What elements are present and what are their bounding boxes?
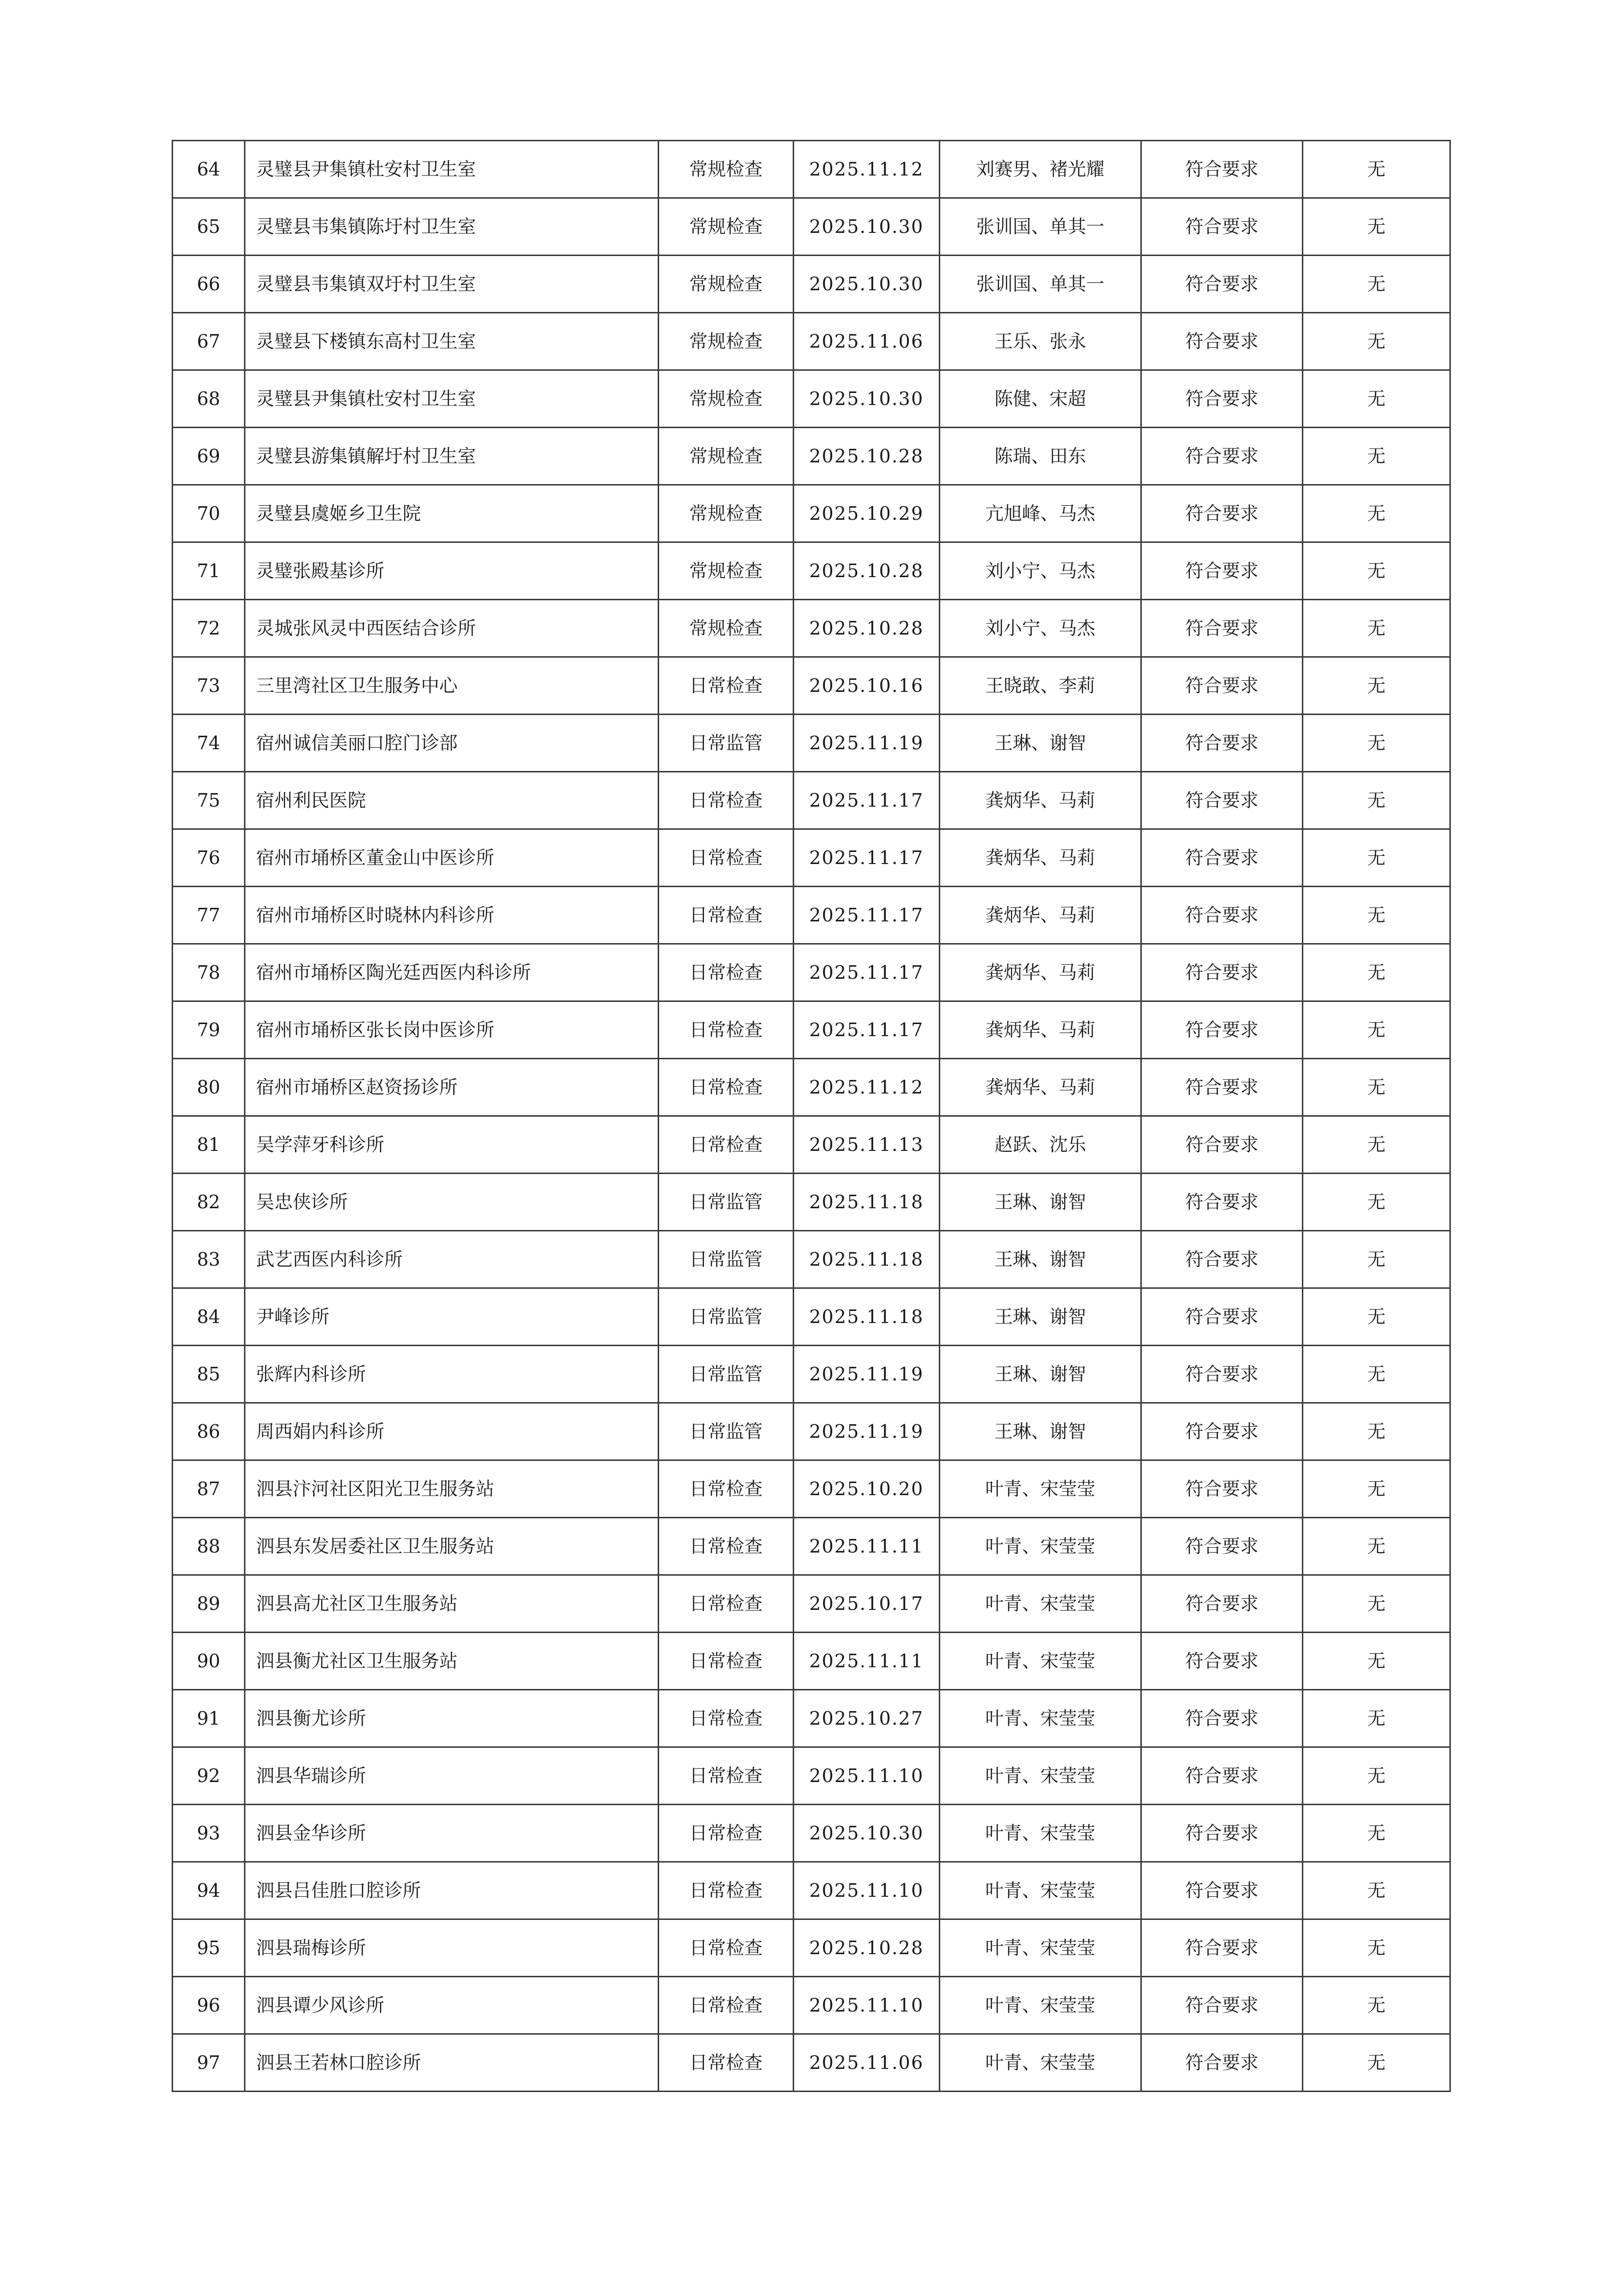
issues-cell: 无 <box>1303 887 1450 944</box>
row-number-cell: 71 <box>173 542 245 600</box>
institution-name-cell: 泗县谭少风诊所 <box>245 1977 659 2034</box>
table-row <box>173 256 1450 313</box>
institution-name-cell: 灵璧张殿基诊所 <box>245 542 659 600</box>
table-row <box>173 1116 1450 1174</box>
issues-cell: 无 <box>1303 1460 1450 1518</box>
issues-cell: 无 <box>1303 1805 1450 1862</box>
row-number-cell: 84 <box>173 1288 245 1346</box>
inspection-type-cell: 日常检查 <box>659 1460 794 1518</box>
result-cell: 符合要求 <box>1141 256 1303 313</box>
inspection-type-cell: 日常检查 <box>659 1690 794 1747</box>
institution-name-cell: 宿州市埇桥区赵资扬诊所 <box>245 1059 659 1116</box>
inspectors-cell: 刘赛男、褚光耀 <box>940 141 1141 198</box>
inspectors-cell: 叶青、宋莹莹 <box>940 2034 1141 2092</box>
row-number-cell: 93 <box>173 1805 245 1862</box>
row-number-cell: 70 <box>173 485 245 542</box>
institution-name-cell: 宿州市埇桥区陶光廷西医内科诊所 <box>245 944 659 1001</box>
inspection-date-cell: 2025.11.18 <box>794 1288 940 1346</box>
issues-cell: 无 <box>1303 1001 1450 1059</box>
inspection-date-cell: 2025.10.30 <box>794 198 940 256</box>
result-cell: 符合要求 <box>1141 657 1303 715</box>
issues-cell: 无 <box>1303 1059 1450 1116</box>
issues-cell: 无 <box>1303 1518 1450 1575</box>
inspectors-cell: 王琳、谢智 <box>940 715 1141 772</box>
inspectors-cell: 刘小宁、马杰 <box>940 542 1141 600</box>
inspection-date-cell: 2025.10.28 <box>794 600 940 657</box>
row-number-cell: 96 <box>173 1977 245 2034</box>
institution-name-cell: 宿州利民医院 <box>245 772 659 829</box>
inspection-date-cell: 2025.11.06 <box>794 313 940 370</box>
inspectors-cell: 张训国、单其一 <box>940 256 1141 313</box>
inspection-type-cell: 常规检查 <box>659 485 794 542</box>
institution-name-cell: 泗县汴河社区阳光卫生服务站 <box>245 1460 659 1518</box>
issues-cell: 无 <box>1303 1747 1450 1805</box>
result-cell: 符合要求 <box>1141 944 1303 1001</box>
issues-cell: 无 <box>1303 1633 1450 1690</box>
issues-cell: 无 <box>1303 2034 1450 2092</box>
result-cell: 符合要求 <box>1141 772 1303 829</box>
row-number-cell: 78 <box>173 944 245 1001</box>
institution-name-cell: 泗县瑞梅诊所 <box>245 1919 659 1977</box>
inspectors-cell: 叶青、宋莹莹 <box>940 1862 1141 1919</box>
row-number-cell: 74 <box>173 715 245 772</box>
inspection-date-cell: 2025.11.12 <box>794 141 940 198</box>
table-row <box>173 944 1450 1001</box>
institution-name-cell: 宿州市埇桥区张长岗中医诊所 <box>245 1001 659 1059</box>
issues-cell: 无 <box>1303 1575 1450 1633</box>
table-row <box>173 772 1450 829</box>
inspection-date-cell: 2025.11.19 <box>794 715 940 772</box>
inspection-date-cell: 2025.11.10 <box>794 1977 940 2034</box>
table-row <box>173 1862 1450 1919</box>
table-row <box>173 1690 1450 1747</box>
inspection-type-cell: 日常监管 <box>659 1231 794 1288</box>
institution-name-cell: 泗县王若林口腔诊所 <box>245 2034 659 2092</box>
institution-name-cell: 灵璧县下楼镇东高村卫生室 <box>245 313 659 370</box>
inspection-date-cell: 2025.10.27 <box>794 1690 940 1747</box>
institution-name-cell: 张辉内科诊所 <box>245 1346 659 1403</box>
result-cell: 符合要求 <box>1141 141 1303 198</box>
table-row <box>173 1518 1450 1575</box>
inspection-type-cell: 常规检查 <box>659 141 794 198</box>
inspection-type-cell: 日常检查 <box>659 1747 794 1805</box>
institution-name-cell: 吴学萍牙科诊所 <box>245 1116 659 1174</box>
result-cell: 符合要求 <box>1141 1403 1303 1460</box>
inspection-type-cell: 常规检查 <box>659 256 794 313</box>
inspection-date-cell: 2025.11.19 <box>794 1403 940 1460</box>
inspection-type-cell: 日常检查 <box>659 657 794 715</box>
result-cell: 符合要求 <box>1141 1690 1303 1747</box>
institution-name-cell: 灵璧县韦集镇陈圩村卫生室 <box>245 198 659 256</box>
inspectors-cell: 叶青、宋莹莹 <box>940 1518 1141 1575</box>
table-row <box>173 141 1450 198</box>
inspection-type-cell: 日常检查 <box>659 1001 794 1059</box>
institution-name-cell: 吴忠侠诊所 <box>245 1174 659 1231</box>
inspectors-cell: 王晓敢、李莉 <box>940 657 1141 715</box>
table-row <box>173 428 1450 485</box>
institution-name-cell: 三里湾社区卫生服务中心 <box>245 657 659 715</box>
result-cell: 符合要求 <box>1141 1805 1303 1862</box>
table-row <box>173 313 1450 370</box>
inspectors-cell: 陈瑞、田东 <box>940 428 1141 485</box>
institution-name-cell: 泗县吕佳胜口腔诊所 <box>245 1862 659 1919</box>
row-number-cell: 89 <box>173 1575 245 1633</box>
row-number-cell: 64 <box>173 141 245 198</box>
inspection-date-cell: 2025.11.12 <box>794 1059 940 1116</box>
table-row <box>173 600 1450 657</box>
inspection-date-cell: 2025.11.10 <box>794 1747 940 1805</box>
table-body <box>173 141 1450 2092</box>
inspection-type-cell: 常规检查 <box>659 313 794 370</box>
row-number-cell: 82 <box>173 1174 245 1231</box>
inspectors-cell: 叶青、宋莹莹 <box>940 1977 1141 2034</box>
result-cell: 符合要求 <box>1141 1575 1303 1633</box>
institution-name-cell: 宿州市埇桥区董金山中医诊所 <box>245 829 659 887</box>
issues-cell: 无 <box>1303 370 1450 428</box>
inspection-date-cell: 2025.10.20 <box>794 1460 940 1518</box>
inspection-date-cell: 2025.10.28 <box>794 542 940 600</box>
issues-cell: 无 <box>1303 313 1450 370</box>
row-number-cell: 83 <box>173 1231 245 1288</box>
result-cell: 符合要求 <box>1141 198 1303 256</box>
result-cell: 符合要求 <box>1141 1518 1303 1575</box>
table-row <box>173 657 1450 715</box>
row-number-cell: 76 <box>173 829 245 887</box>
inspectors-cell: 亢旭峰、马杰 <box>940 485 1141 542</box>
result-cell: 符合要求 <box>1141 1116 1303 1174</box>
table-row <box>173 1059 1450 1116</box>
table-row <box>173 1346 1450 1403</box>
result-cell: 符合要求 <box>1141 2034 1303 2092</box>
result-cell: 符合要求 <box>1141 1346 1303 1403</box>
row-number-cell: 65 <box>173 198 245 256</box>
issues-cell: 无 <box>1303 1919 1450 1977</box>
inspection-type-cell: 日常检查 <box>659 1977 794 2034</box>
inspection-type-cell: 常规检查 <box>659 198 794 256</box>
table-row <box>173 1403 1450 1460</box>
inspection-date-cell: 2025.10.29 <box>794 485 940 542</box>
row-number-cell: 94 <box>173 1862 245 1919</box>
inspectors-cell: 叶青、宋莹莹 <box>940 1690 1141 1747</box>
result-cell: 符合要求 <box>1141 1862 1303 1919</box>
result-cell: 符合要求 <box>1141 1460 1303 1518</box>
row-number-cell: 77 <box>173 887 245 944</box>
inspection-type-cell: 日常监管 <box>659 1288 794 1346</box>
issues-cell: 无 <box>1303 1690 1450 1747</box>
table-row <box>173 1919 1450 1977</box>
inspection-type-cell: 日常检查 <box>659 2034 794 2092</box>
row-number-cell: 73 <box>173 657 245 715</box>
inspection-date-cell: 2025.10.17 <box>794 1575 940 1633</box>
issues-cell: 无 <box>1303 772 1450 829</box>
inspectors-cell: 陈健、宋超 <box>940 370 1141 428</box>
result-cell: 符合要求 <box>1141 1059 1303 1116</box>
inspection-date-cell: 2025.10.16 <box>794 657 940 715</box>
institution-name-cell: 泗县高尤社区卫生服务站 <box>245 1575 659 1633</box>
inspection-type-cell: 日常检查 <box>659 1633 794 1690</box>
result-cell: 符合要求 <box>1141 313 1303 370</box>
issues-cell: 无 <box>1303 657 1450 715</box>
inspection-type-cell: 日常监管 <box>659 1174 794 1231</box>
result-cell: 符合要求 <box>1141 1001 1303 1059</box>
row-number-cell: 72 <box>173 600 245 657</box>
institution-name-cell: 宿州诚信美丽口腔门诊部 <box>245 715 659 772</box>
institution-name-cell: 泗县华瑞诊所 <box>245 1747 659 1805</box>
institution-name-cell: 灵璧县尹集镇杜安村卫生室 <box>245 141 659 198</box>
table-row <box>173 715 1450 772</box>
row-number-cell: 86 <box>173 1403 245 1460</box>
result-cell: 符合要求 <box>1141 829 1303 887</box>
inspection-date-cell: 2025.11.18 <box>794 1174 940 1231</box>
inspectors-cell: 赵跃、沈乐 <box>940 1116 1141 1174</box>
row-number-cell: 91 <box>173 1690 245 1747</box>
inspection-date-cell: 2025.11.17 <box>794 1001 940 1059</box>
issues-cell: 无 <box>1303 1288 1450 1346</box>
institution-name-cell: 尹峰诊所 <box>245 1288 659 1346</box>
inspection-type-cell: 日常检查 <box>659 1862 794 1919</box>
issues-cell: 无 <box>1303 428 1450 485</box>
table-row <box>173 887 1450 944</box>
inspection-date-cell: 2025.11.13 <box>794 1116 940 1174</box>
inspection-date-cell: 2025.11.11 <box>794 1518 940 1575</box>
table-row <box>173 1460 1450 1518</box>
inspection-date-cell: 2025.11.18 <box>794 1231 940 1288</box>
inspection-type-cell: 常规检查 <box>659 600 794 657</box>
table-row <box>173 2034 1450 2092</box>
row-number-cell: 66 <box>173 256 245 313</box>
row-number-cell: 92 <box>173 1747 245 1805</box>
table-row <box>173 1231 1450 1288</box>
row-number-cell: 67 <box>173 313 245 370</box>
inspection-type-cell: 常规检查 <box>659 542 794 600</box>
inspectors-cell: 王琳、谢智 <box>940 1174 1141 1231</box>
result-cell: 符合要求 <box>1141 715 1303 772</box>
result-cell: 符合要求 <box>1141 485 1303 542</box>
issues-cell: 无 <box>1303 600 1450 657</box>
inspectors-cell: 王琳、谢智 <box>940 1403 1141 1460</box>
inspection-records-table <box>172 140 1451 2092</box>
row-number-cell: 90 <box>173 1633 245 1690</box>
issues-cell: 无 <box>1303 1231 1450 1288</box>
row-number-cell: 85 <box>173 1346 245 1403</box>
inspectors-cell: 龚炳华、马莉 <box>940 1001 1141 1059</box>
inspectors-cell: 龚炳华、马莉 <box>940 772 1141 829</box>
inspectors-cell: 龚炳华、马莉 <box>940 944 1141 1001</box>
inspectors-cell: 刘小宁、马杰 <box>940 600 1141 657</box>
inspection-date-cell: 2025.10.28 <box>794 428 940 485</box>
row-number-cell: 75 <box>173 772 245 829</box>
inspection-type-cell: 日常检查 <box>659 772 794 829</box>
result-cell: 符合要求 <box>1141 887 1303 944</box>
row-number-cell: 97 <box>173 2034 245 2092</box>
result-cell: 符合要求 <box>1141 1288 1303 1346</box>
inspectors-cell: 叶青、宋莹莹 <box>940 1805 1141 1862</box>
inspection-type-cell: 日常检查 <box>659 1518 794 1575</box>
issues-cell: 无 <box>1303 198 1450 256</box>
institution-name-cell: 灵璧县尹集镇杜安村卫生室 <box>245 370 659 428</box>
inspection-type-cell: 日常检查 <box>659 1919 794 1977</box>
inspection-type-cell: 日常检查 <box>659 1116 794 1174</box>
inspection-date-cell: 2025.11.19 <box>794 1346 940 1403</box>
inspection-type-cell: 日常监管 <box>659 1346 794 1403</box>
inspection-type-cell: 日常检查 <box>659 887 794 944</box>
inspectors-cell: 叶青、宋莹莹 <box>940 1633 1141 1690</box>
issues-cell: 无 <box>1303 829 1450 887</box>
issues-cell: 无 <box>1303 1174 1450 1231</box>
issues-cell: 无 <box>1303 1346 1450 1403</box>
result-cell: 符合要求 <box>1141 600 1303 657</box>
table-row <box>173 1001 1450 1059</box>
inspection-type-cell: 日常监管 <box>659 1403 794 1460</box>
inspectors-cell: 王乐、张永 <box>940 313 1141 370</box>
inspectors-cell: 叶青、宋莹莹 <box>940 1919 1141 1977</box>
inspection-date-cell: 2025.11.10 <box>794 1862 940 1919</box>
result-cell: 符合要求 <box>1141 1919 1303 1977</box>
inspectors-cell: 叶青、宋莹莹 <box>940 1575 1141 1633</box>
result-cell: 符合要求 <box>1141 1633 1303 1690</box>
inspectors-cell: 张训国、单其一 <box>940 198 1141 256</box>
inspectors-cell: 王琳、谢智 <box>940 1346 1141 1403</box>
inspection-type-cell: 日常检查 <box>659 944 794 1001</box>
institution-name-cell: 泗县衡尤诊所 <box>245 1690 659 1747</box>
institution-name-cell: 周西娟内科诊所 <box>245 1403 659 1460</box>
table-row <box>173 1174 1450 1231</box>
institution-name-cell: 灵城张风灵中西医结合诊所 <box>245 600 659 657</box>
table-row <box>173 829 1450 887</box>
row-number-cell: 95 <box>173 1919 245 1977</box>
row-number-cell: 68 <box>173 370 245 428</box>
inspectors-cell: 龚炳华、马莉 <box>940 887 1141 944</box>
issues-cell: 无 <box>1303 1403 1450 1460</box>
row-number-cell: 80 <box>173 1059 245 1116</box>
inspectors-cell: 王琳、谢智 <box>940 1288 1141 1346</box>
inspection-date-cell: 2025.11.17 <box>794 772 940 829</box>
inspection-date-cell: 2025.10.28 <box>794 1919 940 1977</box>
result-cell: 符合要求 <box>1141 1231 1303 1288</box>
inspection-type-cell: 日常检查 <box>659 1059 794 1116</box>
row-number-cell: 88 <box>173 1518 245 1575</box>
issues-cell: 无 <box>1303 944 1450 1001</box>
issues-cell: 无 <box>1303 256 1450 313</box>
table-row <box>173 485 1450 542</box>
institution-name-cell: 武艺西医内科诊所 <box>245 1231 659 1288</box>
issues-cell: 无 <box>1303 1862 1450 1919</box>
inspection-date-cell: 2025.10.30 <box>794 256 940 313</box>
table-row <box>173 1977 1450 2034</box>
inspectors-cell: 叶青、宋莹莹 <box>940 1747 1141 1805</box>
inspection-type-cell: 日常检查 <box>659 1805 794 1862</box>
issues-cell: 无 <box>1303 141 1450 198</box>
row-number-cell: 69 <box>173 428 245 485</box>
inspection-date-cell: 2025.11.17 <box>794 887 940 944</box>
result-cell: 符合要求 <box>1141 542 1303 600</box>
table-row <box>173 1575 1450 1633</box>
inspection-type-cell: 日常监管 <box>659 715 794 772</box>
inspection-type-cell: 日常检查 <box>659 829 794 887</box>
issues-cell: 无 <box>1303 1116 1450 1174</box>
inspection-type-cell: 常规检查 <box>659 370 794 428</box>
inspectors-cell: 叶青、宋莹莹 <box>940 1460 1141 1518</box>
issues-cell: 无 <box>1303 542 1450 600</box>
result-cell: 符合要求 <box>1141 428 1303 485</box>
table-row <box>173 1288 1450 1346</box>
inspectors-cell: 王琳、谢智 <box>940 1231 1141 1288</box>
institution-name-cell: 泗县衡尤社区卫生服务站 <box>245 1633 659 1690</box>
result-cell: 符合要求 <box>1141 1174 1303 1231</box>
inspectors-cell: 龚炳华、马莉 <box>940 829 1141 887</box>
inspection-date-cell: 2025.11.06 <box>794 2034 940 2092</box>
row-number-cell: 81 <box>173 1116 245 1174</box>
inspection-type-cell: 常规检查 <box>659 428 794 485</box>
row-number-cell: 79 <box>173 1001 245 1059</box>
issues-cell: 无 <box>1303 1977 1450 2034</box>
row-number-cell: 87 <box>173 1460 245 1518</box>
table-row <box>173 1633 1450 1690</box>
inspection-date-cell: 2025.11.11 <box>794 1633 940 1690</box>
table-row <box>173 542 1450 600</box>
institution-name-cell: 泗县东发居委社区卫生服务站 <box>245 1518 659 1575</box>
result-cell: 符合要求 <box>1141 370 1303 428</box>
inspection-date-cell: 2025.11.17 <box>794 829 940 887</box>
inspection-date-cell: 2025.11.17 <box>794 944 940 1001</box>
table-row <box>173 1747 1450 1805</box>
inspection-date-cell: 2025.10.30 <box>794 1805 940 1862</box>
table-row <box>173 370 1450 428</box>
institution-name-cell: 泗县金华诊所 <box>245 1805 659 1862</box>
institution-name-cell: 灵璧县虞姬乡卫生院 <box>245 485 659 542</box>
institution-name-cell: 灵璧县游集镇解圩村卫生室 <box>245 428 659 485</box>
table-row <box>173 198 1450 256</box>
institution-name-cell: 宿州市埇桥区时晓林内科诊所 <box>245 887 659 944</box>
inspectors-cell: 龚炳华、马莉 <box>940 1059 1141 1116</box>
table-row <box>173 1805 1450 1862</box>
inspection-type-cell: 日常检查 <box>659 1575 794 1633</box>
issues-cell: 无 <box>1303 715 1450 772</box>
result-cell: 符合要求 <box>1141 1747 1303 1805</box>
result-cell: 符合要求 <box>1141 1977 1303 2034</box>
inspection-date-cell: 2025.10.30 <box>794 370 940 428</box>
institution-name-cell: 灵璧县韦集镇双圩村卫生室 <box>245 256 659 313</box>
issues-cell: 无 <box>1303 485 1450 542</box>
